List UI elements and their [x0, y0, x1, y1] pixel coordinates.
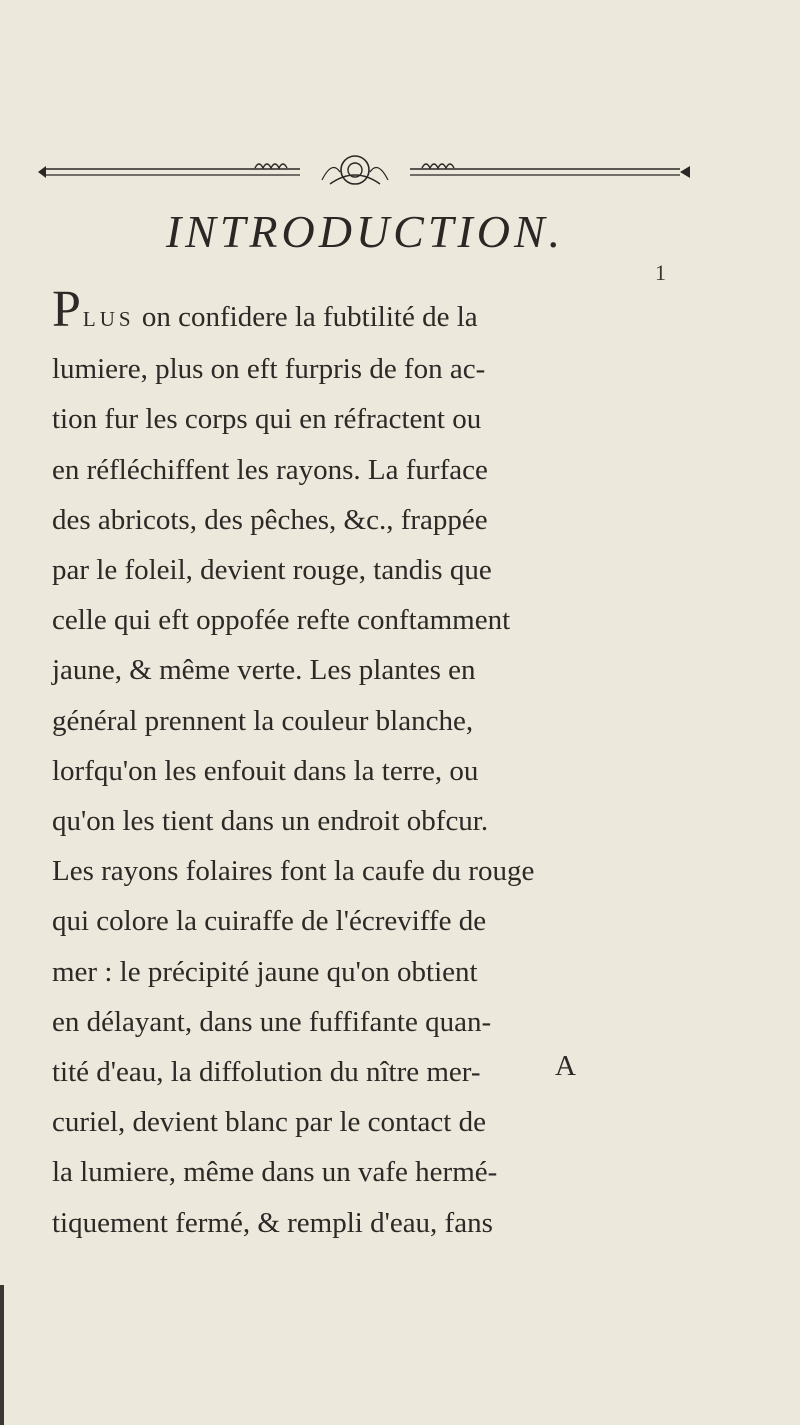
text-line: mer : le précipité jaune qu'on obtient — [52, 955, 478, 988]
text-line: tion fur les corps qui en réfractent ou — [52, 403, 482, 436]
text-line: celle qui eft oppofée refte conftamment — [52, 604, 511, 637]
body-text — [52, 281, 692, 1248]
drop-cap: P — [52, 281, 81, 338]
text-line: en réfléchiffent les rayons. La furface — [52, 453, 488, 486]
first-word-smallcaps: LUS — [82, 307, 135, 331]
decorative-headpiece-icon — [30, 150, 700, 195]
text-line: la lumiere, même dans un vafe hermé- — [52, 1156, 498, 1189]
text-line: des abricots, des pêches, &c., frappée — [52, 503, 488, 536]
text-line: curiel, devient blanc par le contact de — [52, 1106, 486, 1139]
text-line: lorfqu'on les enfouit dans la terre, ou — [52, 754, 479, 787]
text-line: qui colore la cuiraffe de l'écreviffe de — [52, 905, 487, 938]
text-line: en délayant, dans une fuffifante quan- — [52, 1005, 492, 1038]
catchword: A — [555, 1050, 576, 1082]
text-line: général prennent la couleur blanche, — [52, 704, 474, 737]
page-number: 1 — [655, 260, 666, 285]
text-line: Les rayons folaires font la caufe du rouge — [52, 855, 535, 888]
page-title: INTRODUCTION. — [165, 206, 565, 257]
paragraph — [52, 281, 692, 1248]
text-line: tiquement fermé, & rempli d'eau, fans — [52, 1206, 493, 1239]
text-line: jaune, & même verte. Les plantes en — [52, 654, 476, 687]
text-line: tité d'eau, la diffolution du nître mer- — [52, 1056, 481, 1089]
text-line: lumiere, plus on eft furpris de fon ac- — [52, 353, 486, 386]
page-edge — [0, 1285, 4, 1425]
text-line: on confidere la fubtilité de la — [134, 301, 478, 333]
text-line: qu'on les tient dans un endroit obfcur. — [52, 805, 489, 838]
text-line: par le foleil, devient rouge, tandis que — [52, 554, 492, 587]
